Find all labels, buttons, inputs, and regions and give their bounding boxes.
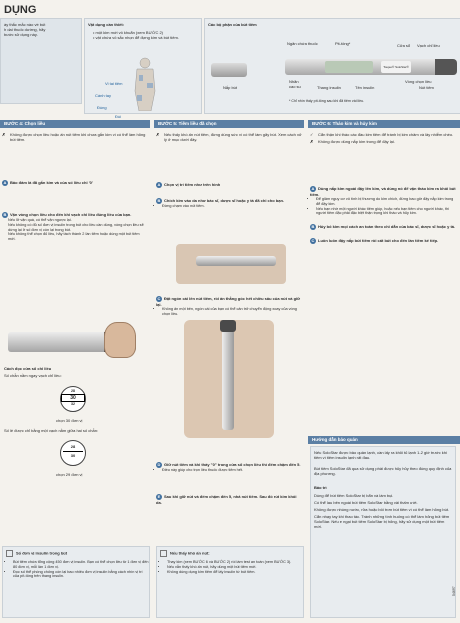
warning-text: ✗ Không được chọn liều hoặc ấn nút tiêm khi chưa gắn kim vì có thể làm hỏng bút tiêm. (2, 132, 146, 142)
step-header: BƯỚC 6: Tháo kim và hủy kim (308, 120, 460, 128)
pen-part-label: Vạch chỉ liều (417, 43, 440, 48)
pen-part-label: Tên insulin (355, 85, 375, 90)
pen-part-label: Ngăn chứa thuốc (287, 41, 318, 46)
check-text: ✓ Cẩn thận khi tháo các đầu kim tiêm để tránh bị kim châm và lây nhiễm chéo. (310, 132, 454, 137)
storage-box (310, 446, 456, 618)
storage-text: Nếu SoloStar được bảo quản lạnh, cần lấy ra khỏi tủ lạnh 1-2 giờ trước khi tiêm vì tiêm insulin lạnh rất đau. (314, 450, 447, 460)
supplies-item: • vật chứa vô sắc nhọn để đựng kim và bút tiêm. (93, 35, 179, 40)
step2-d-block (156, 462, 302, 473)
document-code: 54697 (452, 586, 456, 596)
step2-d-bullets: • Điều này giúp cho trọn liều thuốc được tiêm hết. (156, 468, 302, 473)
step2-c: C Đặt ngón cái lên nút tiêm, rồi ấn thẳng góc hết chiều sâu của nút và giữ lại. (156, 296, 301, 307)
dose-dial-29: 28 30 (60, 440, 86, 466)
dial-label: chọn 29 đơn vị (56, 472, 83, 477)
body-figure-icon (115, 57, 175, 111)
step2-column (156, 132, 302, 209)
site-label: Cánh tay (95, 93, 112, 98)
pen-part-label: Pit-tông* (335, 41, 351, 46)
injection-photo (176, 244, 286, 284)
step-letter-c-icon: C (157, 296, 161, 301)
step-letter-b-icon: B (311, 224, 315, 230)
supplies-heading: Vật dụng cần thiết: (88, 22, 124, 27)
page-title: DỤNG (4, 4, 37, 16)
step1-bullets: • Nếu lỡ vặn quá, có thể vặn ngược lại. • Nếu không có đủ số đơn vị insulin trong bút cho liều cần dùng, vòng chọn liều sẽ dừng lại ở số đơn vị còn lại trong bút. • Nếu không thể chọn đủ liều, hãy tách thành 2 lần tiêm hoặc dùng một bút tiêm mới. (2, 218, 148, 242)
step-letter-a-icon: A (3, 180, 7, 185)
site-label: Đùng (97, 105, 107, 110)
warning-text: ✗ Nếu thấy khó ấn nút tiêm, đừng dùng sức vì có thể làm gãy bút. Xem cách xử lý ở mục dưới đây. (156, 132, 302, 142)
units-heading: Số đơn vị insulin trong bút (3, 547, 149, 560)
storage-text: Bút tiêm SoloStar đã qua sử dụng phải được hủy hủy theo đúng quy định của địa phương. (314, 466, 452, 476)
step3-column (310, 132, 458, 244)
step3-b: B Hủy bỏ kim mọi cách an toàn theo chỉ dẫn của bác sĩ, dược sĩ hoặc y tá. (311, 224, 456, 230)
step-letter-c-icon: C (311, 238, 315, 244)
check-icon: ✓ (310, 132, 314, 137)
care-text: Dùng để bút tiêm SoloStar bị bẩn và làm bụi. (314, 493, 394, 498)
step2-c-bullets: • Không ấn một bên, ngón cái của bạn có thể cản trở chuyển động xoay của vòng chọn liều. (156, 307, 302, 317)
trouble-bullets: • Thay kim (xem BƯỚC 6 và BƯỚC 2) rồi làm test an toàn (xem BƯỚC 3). • Nếu vẫn thấy khó ấn nút, hãy dùng một bút tiêm mới. • Không dùng dụng kim tiêm để lấy insulin từ bút tiêm. (157, 560, 303, 574)
pen-body-image (285, 59, 457, 75)
dial-label: chọn 30 đơn vị (56, 418, 83, 423)
units-bullets: • Bút tiêm chứa tổng cộng 450 đơn vị insulin. Bạn có thể chọn liều từ 1 đơn vị đến 80 đơn vị, mỗi lần 1 đơn vị. • Đọc số thể phòng chống còn lại bao nhiêu đơn vị insulin bằng cách nhìn vị trí của pít-tông trên thang insulin. (3, 560, 149, 579)
step1-a: A Bảo đảm là đã gắn kim và của số liều chỉ '0' (3, 180, 93, 186)
pen-brand: Toujeo® SoloStar® (381, 61, 411, 73)
step2-b-bullets: • Đừng chạm vào nút tiêm. (156, 204, 302, 209)
site-label: Vi tai tiêm (105, 81, 123, 86)
care-text: Có thể lau bên ngoài bút tiêm SoloStar bằng vải thấm ướt. (314, 500, 418, 505)
pen-parts-heading: Các bộ phận của bút tiêm (208, 22, 257, 27)
step2-a: A Chọn vị trí tiêm như trên hình (157, 182, 221, 188)
step2-c-block (156, 296, 302, 317)
square-icon (160, 550, 167, 557)
step-letter-d-icon: D (157, 462, 161, 467)
step3-a: A Dùng nắp kim ngoài đậy lên kim, và dùng nó để vặn tháo kim ra khỏi bút tiêm. (310, 186, 456, 197)
dose-dial-30: 28 30 32 (60, 386, 86, 412)
pen-cap-image (211, 63, 247, 77)
read-heading: Cách đọc cửa sổ chỉ liều (4, 366, 52, 371)
step-letter-a-icon: A (157, 182, 161, 187)
step-letter-b-icon: B (3, 212, 7, 217)
pen-part-label: Thang insulin (317, 85, 341, 90)
units-box (2, 546, 150, 618)
storage-header: Hướng dẫn bảo quản (308, 436, 460, 444)
pen-part-label: Cửa sổ (397, 43, 411, 48)
square-icon (6, 550, 13, 557)
pen-part-label: Vòng chọn liều (405, 79, 432, 84)
cross-icon: ✗ (310, 139, 314, 144)
cross-icon: ✗ (156, 132, 160, 137)
dial-caption: Số lẻ được chỉ bằng một vạch nằm giữa hai số chẵn: (4, 428, 99, 433)
supplies-box (84, 18, 202, 119)
step-header: BƯỚC 4: Chọn liều (0, 120, 150, 128)
cross-icon: ✗ (2, 132, 6, 137)
step3-c: C Luôn luôn đậy nắp bút tiêm rồi cất bút cho đến lần tiêm kế tiếp. (311, 238, 439, 244)
step3-a-bullets: • Để giảm nguy cơ vô tình bị thương do kim chích, đừng bao giờ đậy nắp kim trong để đậy kim. • Nếu bạn nhờ một người khác tiêm giúp, hoặc nếu bạn tiêm cho người khác, thì người tiêm đặc phải đặc biệt thận trọng khi tháo và hủy kim. (310, 197, 458, 216)
pen-parts-box (204, 18, 460, 114)
trouble-box (156, 546, 304, 618)
step2-e-block (156, 494, 302, 505)
site-label: Đùi (115, 114, 122, 119)
intro-text: ày thắc mắc nào về bút h dai thuốc dường, hãy bước sử dụng này. (4, 22, 46, 37)
pen-part-label: Nắp bút (223, 85, 238, 90)
thumb-press-photo (184, 320, 274, 438)
step1-column (2, 132, 148, 242)
step-letter-e-icon: E (157, 494, 161, 499)
care-heading: Bảo trì (314, 485, 327, 490)
hand-icon (104, 322, 136, 358)
step2-b: B Chích kim vào da như bác sĩ, dược sĩ hoặc y tá đã chỉ cho bạn. (157, 198, 284, 204)
step-letter-a-icon: A (311, 186, 315, 191)
supplies-item: • một kim mới vô khuẩn (xem BƯỚC 2) (93, 30, 163, 35)
care-text: Không được nhúng nước, rửa hoặc bôi trơn bút tiêm vì có thể làm hỏng bút. (314, 507, 450, 512)
intro-box (0, 18, 82, 104)
pen-footnote: * Chỉ nhìn thấy pít-tông sau khi đã tiêm vài liều. (289, 99, 365, 103)
pen-part-label: Nhãn cao su (289, 79, 301, 89)
pen-part-label: Nút tiêm (419, 85, 434, 90)
step2-e: E Sau khi giữ nút và đếm chậm đến 5, nhả nút tiêm. Sau đó rút kim khỏi da. (156, 494, 297, 505)
step2-d: D Giữ nút tiêm và khi thấy "0" trong cửa sổ chọn liều thì đếm chậm đến 5. (157, 462, 301, 468)
step-header: BƯỚC 5: Tiêm liều đã chọn (154, 120, 304, 128)
warning-text: ✗ Không được dùng nắp kim trong để đậy lại. (310, 139, 395, 144)
care-text: Cẩn nhạy tay khi thao tác. Tránh những tình huống có thể làm hỏng bút tiêm SoloStar. Nếu e ngại bút tiêm SoloStar bị hỏng, hãy sử dụng một bút tiêm mới. (314, 514, 450, 529)
trouble-heading: Nếu thấy khó ấn nút: (157, 547, 303, 560)
step1-b: B Vặn vòng chọn liều cho đến khi vạch chỉ liều đúng liều của bạn. (3, 212, 132, 218)
read-sub: Số chẵn nằm ngay vạch chỉ liều: (4, 373, 62, 378)
step-letter-b-icon: B (157, 198, 161, 203)
